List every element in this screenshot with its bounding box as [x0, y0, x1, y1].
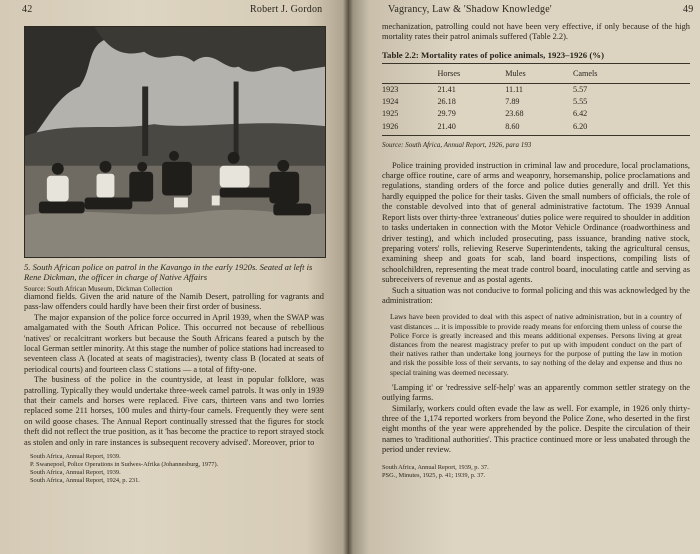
table-source: Source: South Africa, Annual Report, 1926, para 193 [382, 141, 532, 150]
left-body-text [24, 292, 324, 485]
table-header-cell: Camels [573, 64, 690, 83]
right-footnotes [382, 464, 690, 480]
left-paragraph: diamond fields. Given the arid nature of the Namib Desert, patrolling for vagrants and pass-law offenders could hardly have been their first order of business. [24, 292, 324, 312]
right-paragraph: Police training provided instruction in criminal law and procedure, local proclamations, charge office routine, care of arms and weaponry, horsemanship, police proclamations and regulations, standing orders of the force and police duties generally and drill. Yet this hardly equipped the police for their tasks. Given the small numbers of officials, the role of the constable devolved into that of general administrative factotum. The 1939 Annual Report lists over thirty-three 'extraneous' duties police were required to shoulder in addition to tasks undertaken in connection with the Motor Vehicle Ordinance (roadworthiness and driver testing), and which included prosecuting, pass issuance, branding native stock, preparing voters' rolls, relieving Reserve Superintendents, taking the agricultural census, examining sheep and goats for scab, land board inspections, compiling lists of schoolchildren, representing the meat trade control board, inoculating cattle and serving as subreceivers of revenue and as postal agents. [382, 160, 690, 285]
table-cell: 8.60 [505, 121, 573, 136]
table-row [382, 96, 690, 108]
photo-illustration [25, 27, 325, 257]
table-header-row [382, 64, 690, 83]
table-row [382, 108, 690, 120]
table-cell: 21.41 [437, 84, 456, 94]
footnote: South Africa, Annual Report, 1939. [30, 453, 121, 461]
left-page-number: 42 [22, 4, 33, 15]
table-header-cell: Horses [437, 64, 505, 83]
table-header-cell: Mules [505, 64, 573, 83]
table-cell: 6.42 [572, 109, 588, 119]
table-cell: 1923 [382, 84, 399, 94]
table-cell: 26.18 [437, 97, 456, 107]
right-paragraph: 'Lamping it' or 'redressive self-help' was an apparently common settler strategy on the outlying farms. [382, 382, 690, 403]
footnote: P. Swanepoel, Police Operations in Sudwes-Afrika (Johannesburg, 1977). [30, 461, 219, 469]
table-title: Table 2.2: Mortality rates of police animals, 1923–1926 (%) [382, 50, 690, 64]
table-cell: 11.11 [505, 84, 524, 94]
table-cell: 5.55 [572, 97, 588, 107]
table-cell: 5.57 [572, 84, 588, 94]
table-cell: 6.20 [573, 121, 690, 136]
left-paragraph: The major expansion of the police force occurred in April 1939, when the SWAP was amalgamated with the South African Police. This occurred not because of rebellious 'natives' or recalcitrant workers but because the South Africans feared a putsch by the local German settler minority. At this stage the number of police stations had increased to seventeen class A (located at seats of magistracies), twenty class B (located at seats of periodical courts) and fourteen class C stations — a total of fifty-one. [24, 312, 324, 374]
right-body-text [382, 22, 690, 480]
photo-caption [24, 262, 326, 294]
right-page [348, 0, 700, 554]
left-running-head: Robert J. Gordon [250, 4, 323, 15]
table-cell: 29.79 [437, 109, 456, 119]
footnote: PSG., Minutes, 1925, p. 41; 1939, p. 37. [382, 471, 486, 479]
police-patrol-photo [24, 26, 326, 258]
table-cell: 21.40 [437, 121, 505, 136]
table-header-cell [382, 64, 437, 83]
table-cell: 23.68 [505, 109, 524, 119]
table-cell: 1926 [382, 121, 437, 136]
left-footnotes [24, 453, 324, 485]
table-row [382, 83, 690, 96]
book-gutter [343, 0, 353, 554]
caption-text: 5. South African police on patrol in the Kavango in the early 1920s. Seated at left is Rene Dickman, the officer in charge of Native Affairs [24, 262, 313, 283]
footnote: South Africa, Annual Report, 1939. [30, 469, 121, 477]
mortality-table [382, 64, 690, 136]
right-running-head: Vagrancy, Law & 'Shadow Knowledge' [388, 4, 552, 15]
table-row [382, 121, 690, 136]
right-page-number: 49 [683, 4, 694, 15]
footnote: South Africa, Annual Report, 1939, p. 37. [382, 463, 489, 471]
right-paragraph: Similarly, workers could often evade the law as well. For example, in 1926 only thirty-three of the 1,174 reported workers from beyond the Police Zone, who deserted in the first eight months of the year were apprehended by the police. Despite the circulation of their names to 'traditional authorities'. This practice continued more or less unabated through the period under review. [382, 403, 690, 455]
footnote: South Africa, Annual Report, 1924, p. 231. [30, 477, 140, 485]
block-quote: Laws have been provided to deal with this aspect of native administration, but in a country of vast distances ... it is impossible to provide ready means for enforcing them unless of course the Police Force is greatly increased and this means additional expenses. Persons living at great distances from the nearest magistracy prefer to put up with impudent conduct on the part of their natives rather than undertake long journeys for the purpose of putting the law in motion and risk the possible loss of their servants, to say nothing of the delay and expense and thus no special training was deemed necessary. [390, 312, 682, 377]
right-intro-paragraph: mechanization, patrolling could not have been very effective, if only because of the high mortality rates their patrol animals suffered (Table 2.2). [382, 22, 690, 42]
table-cell: 1924 [382, 97, 399, 107]
table-cell: 1925 [382, 109, 399, 119]
table-cell: 7.89 [505, 97, 520, 107]
left-paragraph: The business of the police in the countryside, at least in popular folklore, was patrolling. Typically they would undertake three-week camel patrols. It was only in 1939 that their camels and horses were replaced. Five cars, thirteen vans and two lorries replaced some 211 horses, 100 mules and thirty-four camels. Frequently they were sent on wild goose chases. The Annual Report continually stressed that the figures for stock theft did not reflect the true position, as it 'has become the practice to report strayed stock as stolen and only in rare instances is subsequent recovery advised'. Moreover, prior to [24, 375, 324, 447]
left-page [0, 0, 348, 554]
right-paragraph: Such a situation was not conducive to formal policing and this was acknowledged by the administration: [382, 285, 690, 305]
photo-credit: Source: South African Museum, Dickman Collection [24, 284, 173, 293]
